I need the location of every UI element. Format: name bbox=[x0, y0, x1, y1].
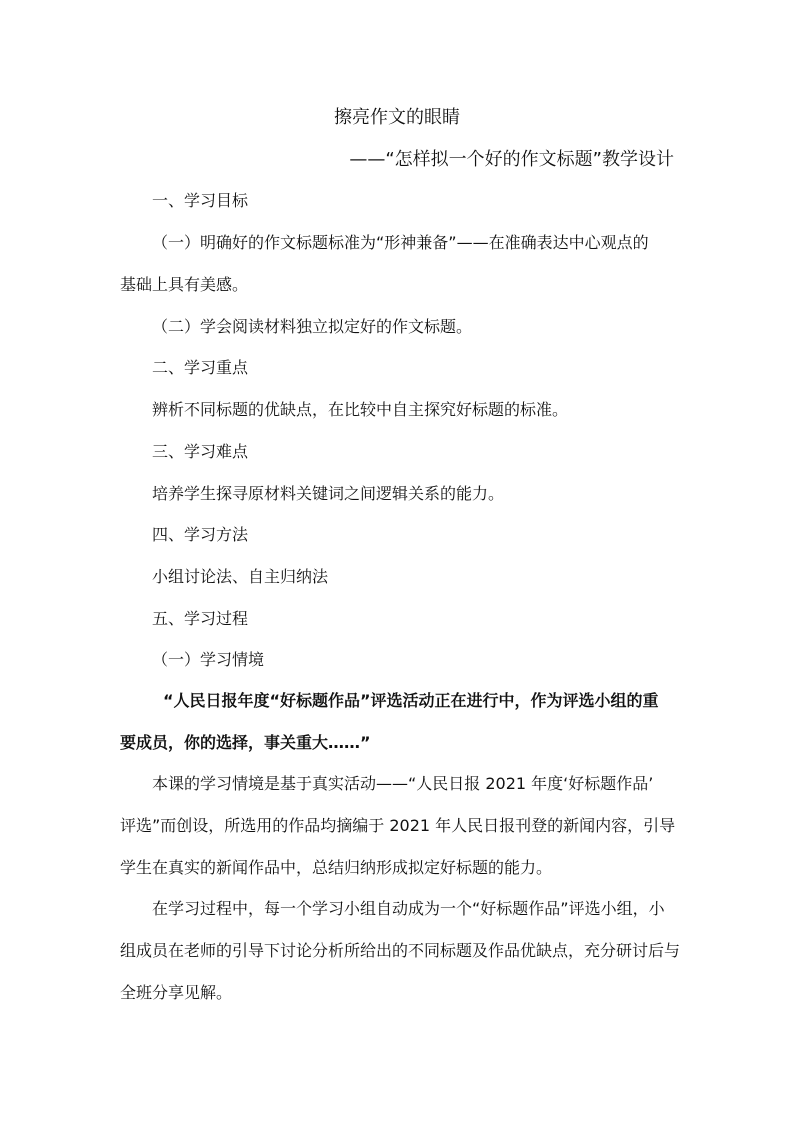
section-heading-difficulties: 三、学习难点 bbox=[152, 442, 249, 461]
paragraph-line: 辨析不同标题的优缺点，在比较中自主探究好标题的标准。 bbox=[152, 400, 569, 419]
section-heading-key-points: 二、学习重点 bbox=[152, 358, 249, 377]
paragraph-line: 本课的学习情境是基于真实活动——“人民日报 2021 年度‘好标题作品’ bbox=[152, 774, 654, 793]
paragraph-line: 组成员在老师的引导下讨论分析所给出的不同标题及作品优缺点，充分研讨后与 bbox=[120, 941, 681, 960]
bold-paragraph-line: 要成员，你的选择，事关重大……” bbox=[120, 733, 371, 752]
paragraph-line: 基础上具有美感。 bbox=[120, 275, 249, 294]
section-heading-goals: 一、学习目标 bbox=[152, 191, 249, 210]
paragraph-line: 在学习过程中，每一个学习小组自动成为一个“好标题作品”评选小组，小 bbox=[152, 899, 665, 918]
paragraph-line: （二）学会阅读材料独立拟定好的作文标题。 bbox=[152, 317, 473, 336]
paragraph-line: 评选”而创设，所选用的作品均摘编于 2021 年人民日报刊登的新闻内容，引导 bbox=[120, 816, 676, 835]
document-subtitle: ——“怎样拟一个好的作文标题”教学设计 bbox=[349, 149, 674, 170]
paragraph-line: 全班分享见解。 bbox=[120, 983, 233, 1002]
paragraph-line: 学生在真实的新闻作品中，总结归纳形成拟定好标题的能力。 bbox=[120, 858, 553, 877]
section-heading-methods: 四、学习方法 bbox=[152, 525, 249, 544]
paragraph-line: 小组讨论法、自主归纳法 bbox=[152, 567, 329, 586]
bold-paragraph-line: “人民日报年度“好标题作品”评选活动正在进行中，作为评选小组的重 bbox=[163, 691, 659, 710]
paragraph-line: （一）明确好的作文标题标准为“形神兼备”——在准确表达中心观点的 bbox=[152, 233, 649, 252]
document-title: 擦亮作文的眼睛 bbox=[334, 107, 460, 128]
section-heading-process: 五、学习过程 bbox=[152, 609, 249, 628]
paragraph-line: 培养学生探寻原材料关键词之间逻辑关系的能力。 bbox=[152, 484, 505, 503]
subheading-context: （一）学习情境 bbox=[152, 650, 265, 669]
